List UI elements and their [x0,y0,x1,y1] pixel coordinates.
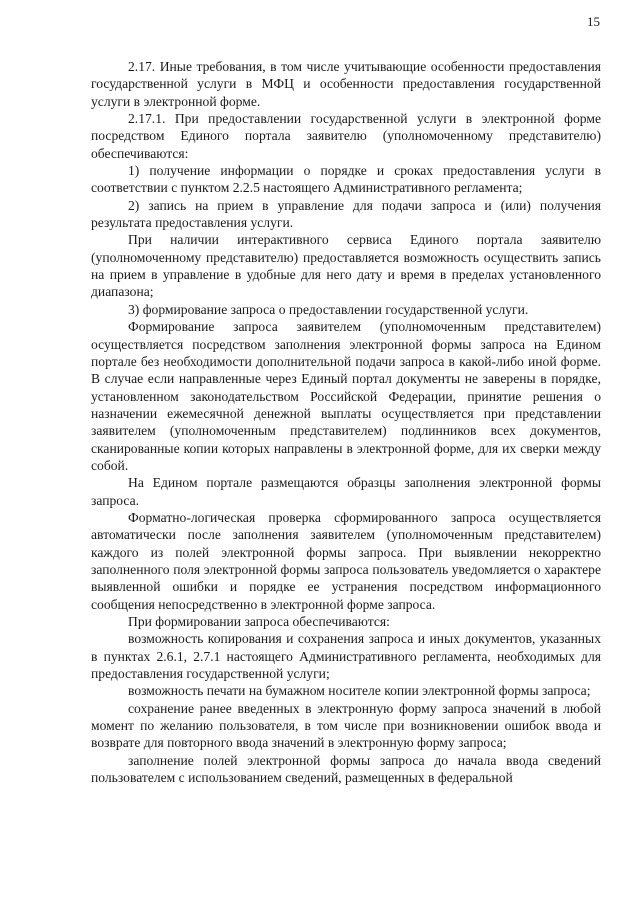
paragraph-samples: На Едином портале размещаются образцы заполнения электронной формы запроса. [91,475,601,508]
paragraph-autofill: заполнение полей электронной формы запроса до начала ввода сведений пользователем с использованием сведений, размещенных в федеральной [91,752,601,786]
body-text [91,58,601,786]
paragraph-item-3: 3) формирование запроса о предоставлении государственной услуги. [128,301,529,317]
paragraph-request-formation: Формирование запроса заявителем (уполномоченным представителем) осуществляется посредством заполнения электронной формы запроса на Едином портале без необходимости дополнительной подачи запроса в какой-либо иной форме. В случае если направленные через Единый портал документы не заверены в порядке, установленном законодательством Российской Федерации, принятие решения о назначении ежемесячной денежной выплаты осуществляется при представлении заявителем (уполномоченным представителем) подлинников всех документов, сканированные копии которых направлены в электронной форме, для их сверки между собой. [91,319,601,473]
paragraph-interactive-service: При наличии интерактивного сервиса Единого портала заявителю (уполномоченному представителю) предоставляется возможность осуществить запись на прием в управление в удобные для него дату и время в пределах установленного диапазона; [91,232,601,300]
paragraph-2-17-1: 2.17.1. При предоставлении государственной услуги в электронной форме посредством Единого портала заявителю (уполномоченному представителю) обеспечиваются: [91,111,601,161]
paragraph-2-17: 2.17. Иные требования, в том числе учитывающие особенности предоставления государственной услуги в МФЦ и особенности предоставления государственной услуги в электронной форме. [91,59,601,109]
paragraph-provisions-heading: При формировании запроса обеспечиваются: [128,614,390,629]
paragraph-save-values: сохранение ранее введенных в электронную форму запроса значений в любой момент по желанию пользователя, в том числе при возникновении ошибок ввода и возврате для повторного ввода значений в электронную форму запроса; [91,700,601,751]
paragraph-item-2: 2) запись на прием в управление для подачи запроса и (или) получения результата предоставления услуги. [91,197,601,231]
paragraph-item-1: 1) получение информации о порядке и сроках предоставления услуги в соответствии с пунктом 2.2.5 настоящего Административного регламента; [91,163,601,196]
paragraph-format-check: Форматно-логическая проверка сформированного запроса осуществляется автоматически после заполнения заявителем (уполномоченным представителем) каждого из полей электронной формы запроса. При выявлении некорректно заполненного поля электронной формы запроса пользователь уведомляется о характере выявленной ошибки и порядке ее устранения посредством информационного сообщения непосредственно в электронной форме запроса. [91,509,601,612]
paragraph-print: возможность печати на бумажном носителе копии электронной формы запроса; [128,683,591,699]
paragraph-copy-save: возможность копирования и сохранения запроса и иных документов, указанных в пунктах 2.6.1, 2.7.1 настоящего Административного регламента, необходимых для предоставления государственной услуги; [91,631,601,682]
page-number: 15 [587,14,600,29]
